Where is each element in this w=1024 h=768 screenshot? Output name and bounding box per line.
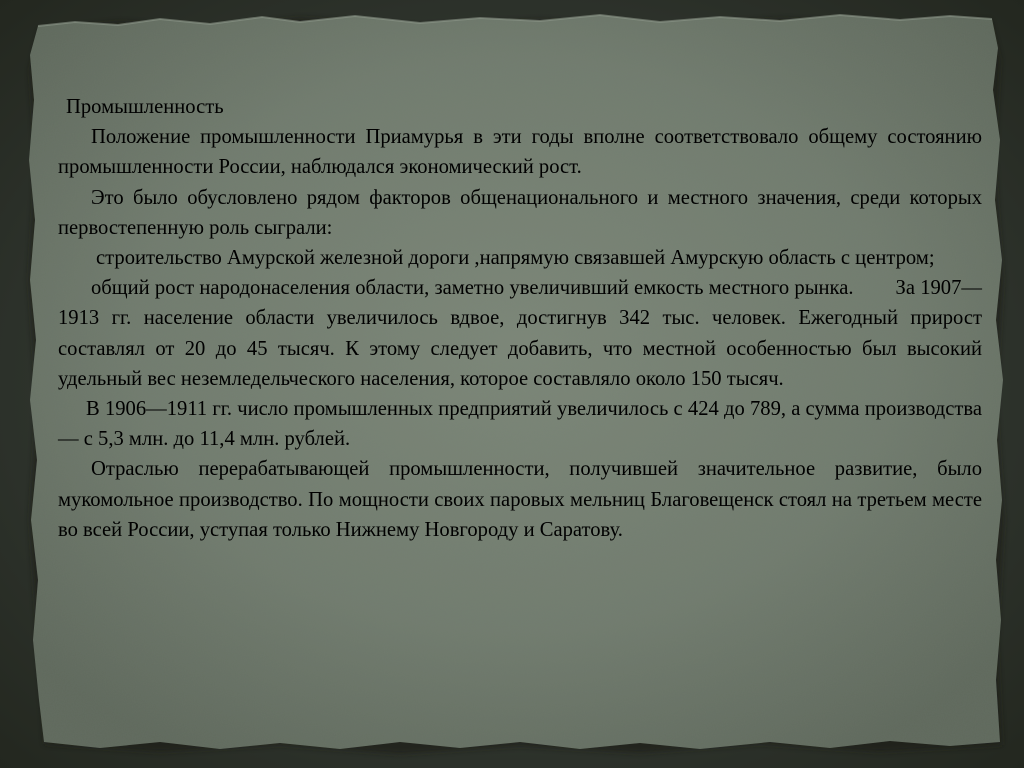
paragraph-railway: строительство Амурской железной дороги ,напрямую связавшей Амурскую область с центром; xyxy=(96,247,935,270)
paragraph-population-growth: общий рост народонаселения области, заметно увеличивший емкость местного рынка. За 1907—1913 гг. население области увеличилось вдвое, достигнув 342 тыс. человек. Ежегодный прирост составлял от 20 до 45 тысяч. К этому следует добавить, что местной особенностью был высокий удельный вес неземледельческого населения, которое составляло около 150 тысяч. xyxy=(58,277,982,390)
paragraph-factors: Это было обусловлено рядом факторов общенационального и местного значения, среди которых первостепенную роль сыграли: xyxy=(58,186,982,239)
paragraph-industry-state: Положение промышленности Приамурья в эти годы вполне соответствовало общему состоянию промышленности России, наблюдался экономический рост. xyxy=(58,126,982,179)
text-block xyxy=(58,92,982,545)
paragraph-enterprises: В 1906—1911 гг. число промышленных предприятий увеличилось с 424 до 789, а сумма производства — с 5,3 млн. до 11,4 млн. рублей. xyxy=(58,398,982,451)
section-heading: Промышленность xyxy=(66,96,224,118)
paragraph-flour-milling: Отраслью перерабатывающей промышленности, получившей значительное развитие, было мукомольное производство. По мощности своих паровых мельниц Благовещенск стоял на третьем месте во всей России, уступая только Нижнему Новгороду и Саратову. xyxy=(58,458,982,541)
